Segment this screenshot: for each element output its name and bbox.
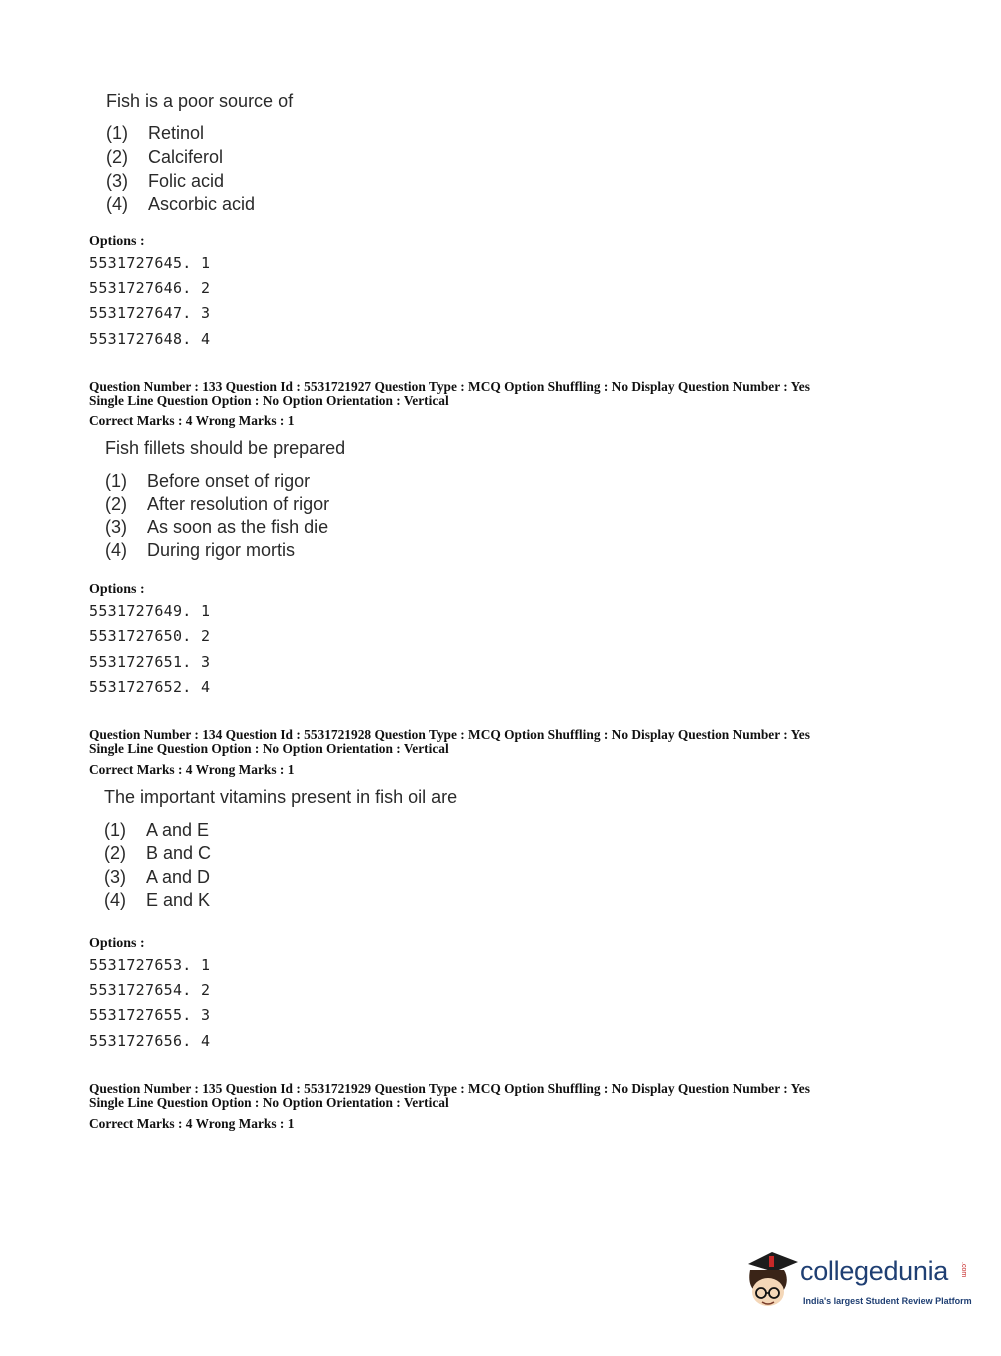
- choice-number: (2): [105, 494, 127, 514]
- question-marks: Correct Marks : 4 Wrong Marks : 1: [89, 1116, 295, 1131]
- choice-number: (2): [106, 147, 128, 167]
- choice-item: [105, 494, 329, 515]
- choice-label: Retinol: [148, 123, 205, 143]
- choice-label: B and C: [146, 843, 212, 863]
- option-id-line: 5531727655. 3: [89, 1006, 211, 1024]
- choice-item: [106, 147, 223, 168]
- choice-label: E and K: [146, 890, 211, 910]
- option-id-line: 5531727656. 4: [89, 1032, 211, 1050]
- choice-number: (1): [105, 471, 127, 491]
- option-id-line: 5531727648. 4: [89, 330, 211, 348]
- option-id-line: 5531727649. 1: [89, 602, 211, 620]
- question-text: Fish fillets should be prepared: [105, 438, 346, 458]
- choice-label: During rigor mortis: [147, 540, 296, 560]
- question-meta-line: Question Number : 134 Question Id : 5531721928 Question Type : MCQ Option Shuffling : No Display Question Number : Yes: [89, 727, 810, 742]
- choice-number: (2): [104, 843, 126, 863]
- choice-number: (3): [105, 517, 127, 537]
- option-id-line: 5531727646. 2: [89, 279, 211, 297]
- question-meta-line: Single Line Question Option : No Option Orientation : Vertical: [89, 393, 449, 408]
- choice-number: (1): [106, 123, 128, 143]
- option-id-line: 5531727653. 1: [89, 956, 211, 974]
- choice-label: After resolution of rigor: [147, 494, 330, 514]
- choice-item: [104, 843, 211, 864]
- question-text: The important vitamins present in fish oil are: [104, 787, 458, 807]
- options-heading: Options :: [89, 234, 145, 249]
- brand-tagline: India's largest Student Review Platform: [803, 1296, 972, 1306]
- choice-item: [104, 867, 210, 888]
- choice-item: [104, 890, 210, 911]
- question-meta-line: Single Line Question Option : No Option Orientation : Vertical: [89, 741, 449, 756]
- brand-name: collegedunia: [800, 1256, 949, 1286]
- choice-label: Before onset of rigor: [147, 471, 311, 491]
- choice-item: [105, 540, 295, 561]
- question-meta-line: Question Number : 135 Question Id : 5531721929 Question Type : MCQ Option Shuffling : No Display Question Number : Yes: [89, 1081, 810, 1096]
- choice-label: Folic acid: [148, 171, 225, 191]
- brand-dotcom: .com: [960, 1262, 967, 1278]
- options-heading: Options :: [89, 582, 145, 597]
- choice-number: (4): [106, 194, 128, 214]
- choice-number: (4): [105, 540, 127, 560]
- choice-label: As soon as the fish die: [147, 517, 329, 537]
- question-meta-line: Single Line Question Option : No Option Orientation : Vertical: [89, 1095, 449, 1110]
- option-id-line: 5531727651. 3: [89, 653, 211, 671]
- choice-label: Calciferol: [148, 147, 224, 167]
- option-id-line: 5531727652. 4: [89, 678, 211, 696]
- option-id-line: 5531727645. 1: [89, 254, 211, 272]
- mascot-icon: [742, 1250, 800, 1312]
- choice-number: (3): [106, 171, 128, 191]
- question-marks: Correct Marks : 4 Wrong Marks : 1: [89, 413, 295, 428]
- choice-label: A and E: [146, 820, 210, 840]
- choice-label: Ascorbic acid: [148, 194, 256, 214]
- choice-number: (1): [104, 820, 126, 840]
- choice-item: [106, 171, 224, 192]
- choice-number: (4): [104, 890, 126, 910]
- question-meta-line: Question Number : 133 Question Id : 5531721927 Question Type : MCQ Option Shuffling : No Display Question Number : Yes: [89, 379, 810, 394]
- choice-number: (3): [104, 867, 126, 887]
- choice-item: [104, 820, 209, 841]
- option-id-line: 5531727647. 3: [89, 304, 211, 322]
- option-id-line: 5531727650. 2: [89, 627, 211, 645]
- choice-label: A and D: [146, 867, 211, 887]
- choice-item: [106, 194, 255, 215]
- collegedunia-logo: [742, 1250, 972, 1320]
- options-heading: Options :: [89, 936, 145, 951]
- choice-item: [105, 471, 310, 492]
- question-text: Fish is a poor source of: [106, 91, 294, 111]
- choice-item: [105, 517, 328, 538]
- question-marks: Correct Marks : 4 Wrong Marks : 1: [89, 762, 295, 777]
- option-id-line: 5531727654. 2: [89, 981, 211, 999]
- choice-item: [106, 123, 204, 144]
